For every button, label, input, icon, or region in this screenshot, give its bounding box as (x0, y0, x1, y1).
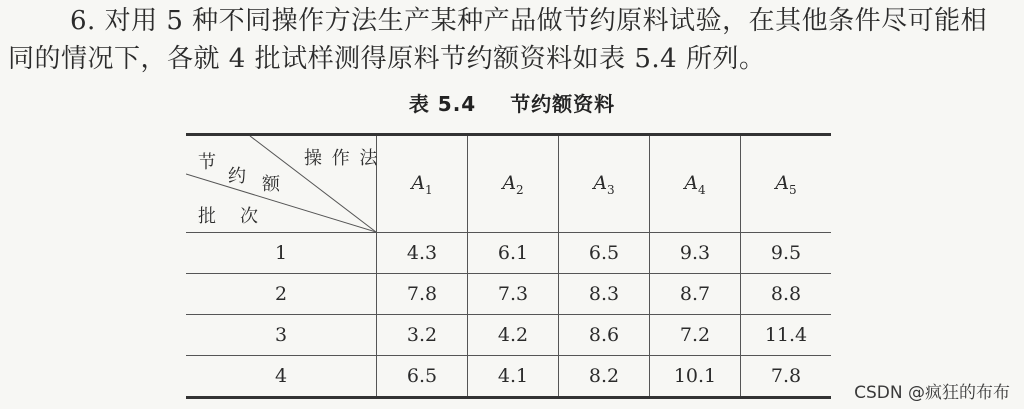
value-cell: 7.8 (377, 274, 468, 315)
column-letter: A (593, 171, 608, 194)
table-caption (0, 88, 1024, 117)
corner-label-pi: 批 (198, 206, 218, 227)
corner-cell (186, 135, 380, 233)
problem-statement (8, 2, 1018, 78)
table-row (186, 233, 831, 274)
value-cell: 3.2 (377, 315, 468, 356)
column-header-a1 (377, 135, 468, 233)
column-subscript: 2 (516, 182, 524, 197)
corner-label-method: 操 作 法 (304, 148, 380, 169)
problem-line-1: 6. 对用 5 种不同操作方法生产某种产品做节约原料试验，在其他条件尽可能相 (70, 6, 988, 36)
value-cell: 6.5 (559, 233, 650, 274)
batch-cell: 3 (186, 315, 377, 356)
batch-cell: 4 (186, 356, 377, 398)
table-row (186, 315, 831, 356)
column-letter: A (411, 171, 426, 194)
value-cell: 4.3 (377, 233, 468, 274)
column-subscript: 1 (425, 182, 433, 197)
value-cell: 11.4 (741, 315, 832, 356)
value-cell: 7.3 (468, 274, 559, 315)
column-letter: A (775, 171, 790, 194)
value-cell: 8.3 (559, 274, 650, 315)
value-cell: 4.2 (468, 315, 559, 356)
batch-cell: 1 (186, 233, 377, 274)
column-subscript: 3 (607, 182, 615, 197)
value-cell: 9.5 (741, 233, 832, 274)
value-cell: 8.8 (741, 274, 832, 315)
value-cell: 10.1 (650, 356, 741, 398)
value-cell: 8.2 (559, 356, 650, 398)
column-subscript: 5 (789, 182, 797, 197)
value-cell: 4.1 (468, 356, 559, 398)
problem-line-2: 同的情况下，各就 4 批试样测得原料节约额资料如表 5.4 所列。 (8, 44, 766, 74)
value-cell: 7.8 (741, 356, 832, 398)
column-letter: A (502, 171, 517, 194)
watermark: CSDN @疯狂的布布 (854, 383, 1010, 403)
column-header-a5 (741, 135, 832, 233)
corner-label-yue: 约 (228, 166, 248, 187)
value-cell: 8.6 (559, 315, 650, 356)
value-cell: 7.2 (650, 315, 741, 356)
column-header-a3 (559, 135, 650, 233)
header-row (186, 135, 831, 233)
column-header-a4 (650, 135, 741, 233)
savings-table (186, 133, 831, 399)
column-subscript: 4 (698, 182, 706, 197)
table-number: 表 5.4 (408, 92, 477, 116)
value-cell: 6.5 (377, 356, 468, 398)
value-cell: 9.3 (650, 233, 741, 274)
column-header-a2 (468, 135, 559, 233)
table-row (186, 356, 831, 398)
table-row (186, 274, 831, 315)
value-cell: 6.1 (468, 233, 559, 274)
corner-label-ci: 次 (240, 206, 260, 227)
corner-label-jie: 节 (198, 152, 218, 173)
column-letter: A (684, 171, 699, 194)
table-title: 节约额资料 (510, 92, 616, 116)
value-cell: 8.7 (650, 274, 741, 315)
corner-label-e: 额 (262, 174, 282, 195)
batch-cell: 2 (186, 274, 377, 315)
